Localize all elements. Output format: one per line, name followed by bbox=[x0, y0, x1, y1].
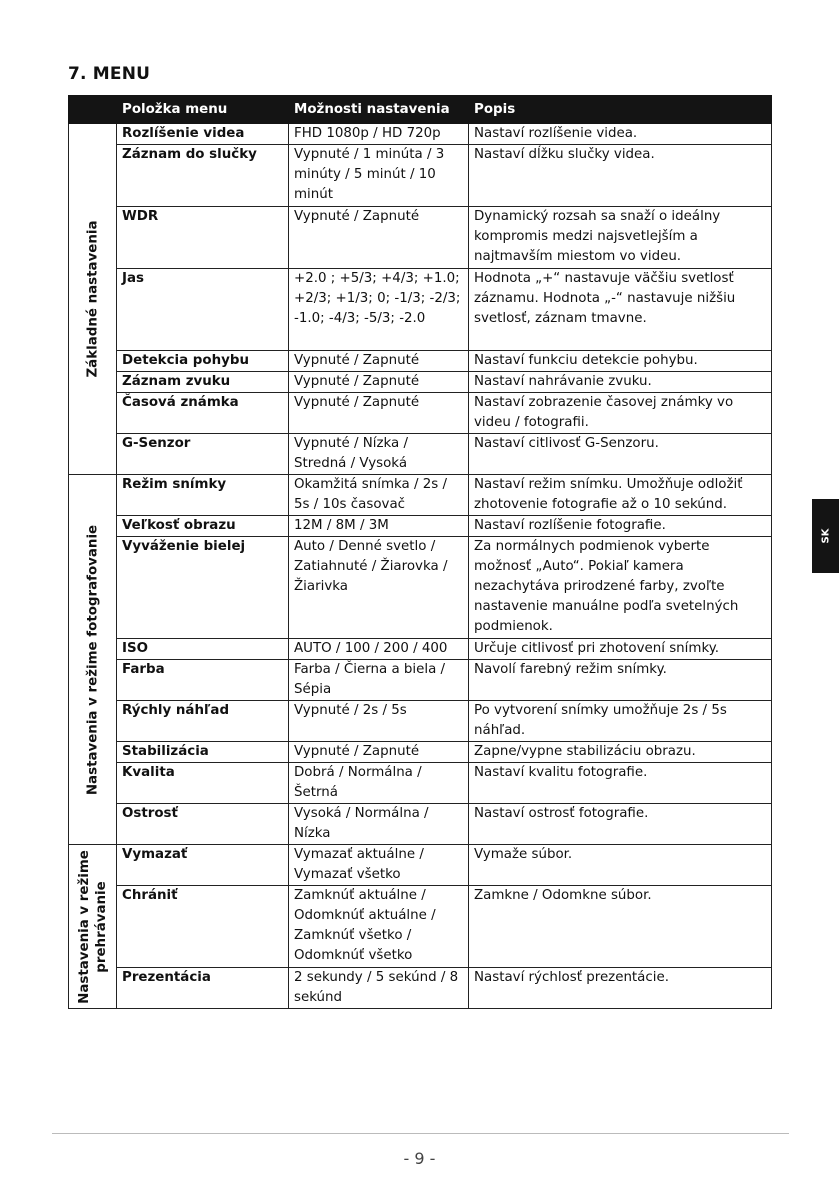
menu-options: Auto / Denné svetlo / Zatiahnuté / Žiarovka / Žiarivka bbox=[289, 537, 469, 639]
menu-options: AUTO / 100 / 200 / 400 bbox=[289, 639, 469, 660]
menu-table bbox=[68, 95, 772, 1009]
menu-options: Vypnuté / Nízka / Stredná / Vysoká bbox=[289, 434, 469, 475]
header-description: Popis bbox=[469, 96, 772, 124]
menu-item: Jas bbox=[117, 269, 289, 351]
menu-item: Prezentácia bbox=[117, 968, 289, 1009]
menu-item: Režim snímky bbox=[117, 475, 289, 516]
table-row bbox=[69, 763, 772, 804]
table-row bbox=[69, 269, 772, 351]
menu-description: Hodnota „+“ nastavuje väčšiu svetlosť záznamu. Hodnota „-“ nastavuje nižšiu svetlosť, záznam tmavne. bbox=[469, 269, 772, 351]
menu-options: Vypnuté / Zapnuté bbox=[289, 372, 469, 393]
language-tab-label: SK bbox=[820, 528, 831, 544]
header-item: Položka menu bbox=[117, 96, 289, 124]
menu-description: Dynamický rozsah sa snaží o ideálny kompromis medzi najsvetlejším a najtmavším miestom vo videu. bbox=[469, 207, 772, 269]
section-label-basic: Základné nastavenia bbox=[69, 124, 117, 475]
menu-item: Detekcia pohybu bbox=[117, 351, 289, 372]
menu-description: Zapne/vypne stabilizáciu obrazu. bbox=[469, 742, 772, 763]
menu-options: 2 sekundy / 5 sekúnd / 8 sekúnd bbox=[289, 968, 469, 1009]
menu-description: Nastaví dĺžku slučky videa. bbox=[469, 145, 772, 207]
header-options: Možnosti nastavenia bbox=[289, 96, 469, 124]
menu-description: Nastaví rozlíšenie videa. bbox=[469, 124, 772, 145]
menu-item: Vymazať bbox=[117, 845, 289, 886]
table-row bbox=[69, 701, 772, 742]
menu-item: Ostrosť bbox=[117, 804, 289, 845]
table-row bbox=[69, 372, 772, 393]
table-row bbox=[69, 351, 772, 372]
menu-description: Po vytvorení snímky umožňuje 2s / 5s náhľad. bbox=[469, 701, 772, 742]
menu-item: Veľkosť obrazu bbox=[117, 516, 289, 537]
menu-item: Záznam do slučky bbox=[117, 145, 289, 207]
table-row bbox=[69, 742, 772, 763]
menu-options: Vypnuté / Zapnuté bbox=[289, 351, 469, 372]
table-row bbox=[69, 968, 772, 1009]
table-header-row bbox=[69, 96, 772, 124]
table-row bbox=[69, 660, 772, 701]
menu-item: Stabilizácia bbox=[117, 742, 289, 763]
menu-description: Zamkne / Odomkne súbor. bbox=[469, 886, 772, 968]
menu-description: Navolí farebný režim snímky. bbox=[469, 660, 772, 701]
menu-description: Nastaví funkciu detekcie pohybu. bbox=[469, 351, 772, 372]
menu-options: +2.0 ; +5/3; +4/3; +1.0; +2/3; +1/3; 0; -1/3; -2/3; -1.0; -4/3; -5/3; -2.0 bbox=[289, 269, 469, 351]
footer-divider bbox=[52, 1133, 789, 1134]
menu-description: Nastaví nahrávanie zvuku. bbox=[469, 372, 772, 393]
menu-description: Nastaví rýchlosť prezentácie. bbox=[469, 968, 772, 1009]
menu-description: Nastaví rozlíšenie fotografie. bbox=[469, 516, 772, 537]
table-row bbox=[69, 886, 772, 968]
menu-item: WDR bbox=[117, 207, 289, 269]
menu-options: Farba / Čierna a biela / Sépia bbox=[289, 660, 469, 701]
table-row bbox=[69, 393, 772, 434]
menu-item: ISO bbox=[117, 639, 289, 660]
header-blank bbox=[69, 96, 117, 124]
page-number: - 9 - bbox=[403, 1149, 436, 1168]
section-label-playback: Nastavenia v režime prehrávanie bbox=[69, 845, 117, 1009]
table-row bbox=[69, 124, 772, 145]
menu-description: Určuje citlivosť pri zhotovení snímky. bbox=[469, 639, 772, 660]
table-row bbox=[69, 475, 772, 516]
menu-options: Vypnuté / 2s / 5s bbox=[289, 701, 469, 742]
menu-item: Vyváženie bielej bbox=[117, 537, 289, 639]
menu-description: Nastaví kvalitu fotografie. bbox=[469, 763, 772, 804]
menu-item: Časová známka bbox=[117, 393, 289, 434]
table-row bbox=[69, 434, 772, 475]
language-tab bbox=[812, 499, 839, 573]
section-label-photo: Nastavenia v režime fotografovanie bbox=[69, 475, 117, 845]
page-title: 7. MENU bbox=[68, 64, 151, 84]
menu-description: Nastaví ostrosť fotografie. bbox=[469, 804, 772, 845]
menu-options: Zamknúť aktuálne / Odomknúť aktuálne / Zamknúť všetko / Odomknúť všetko bbox=[289, 886, 469, 968]
menu-item: G-Senzor bbox=[117, 434, 289, 475]
menu-options: Vymazať aktuálne / Vymazať všetko bbox=[289, 845, 469, 886]
menu-item: Chrániť bbox=[117, 886, 289, 968]
menu-description: Za normálnych podmienok vyberte možnosť „Auto“. Pokiaľ kamera nezachytáva prirodzené farby, zvoľte nastavenie manuálne podľa svetelných podmienok. bbox=[469, 537, 772, 639]
table-row bbox=[69, 207, 772, 269]
menu-options: Vypnuté / 1 minúta / 3 minúty / 5 minút / 10 minút bbox=[289, 145, 469, 207]
menu-description: Nastaví zobrazenie časovej známky vo videu / fotografii. bbox=[469, 393, 772, 434]
menu-item: Záznam zvuku bbox=[117, 372, 289, 393]
menu-options: Vypnuté / Zapnuté bbox=[289, 742, 469, 763]
table-row bbox=[69, 537, 772, 639]
menu-options: Vypnuté / Zapnuté bbox=[289, 207, 469, 269]
menu-item: Rozlíšenie videa bbox=[117, 124, 289, 145]
menu-description: Vymaže súbor. bbox=[469, 845, 772, 886]
menu-item: Rýchly náhľad bbox=[117, 701, 289, 742]
menu-item: Farba bbox=[117, 660, 289, 701]
menu-item: Kvalita bbox=[117, 763, 289, 804]
menu-description: Nastaví citlivosť G-Senzoru. bbox=[469, 434, 772, 475]
menu-options: 12M / 8M / 3M bbox=[289, 516, 469, 537]
menu-options: Vypnuté / Zapnuté bbox=[289, 393, 469, 434]
menu-description: Nastaví režim snímku. Umožňuje odložiť zhotovenie fotografie až o 10 sekúnd. bbox=[469, 475, 772, 516]
menu-options: Dobrá / Normálna / Šetrná bbox=[289, 763, 469, 804]
menu-options: Vysoká / Normálna / Nízka bbox=[289, 804, 469, 845]
table-row bbox=[69, 639, 772, 660]
table-row bbox=[69, 804, 772, 845]
table-row bbox=[69, 516, 772, 537]
table-row bbox=[69, 145, 772, 207]
menu-options: Okamžitá snímka / 2s / 5s / 10s časovač bbox=[289, 475, 469, 516]
menu-options: FHD 1080p / HD 720p bbox=[289, 124, 469, 145]
table-row bbox=[69, 845, 772, 886]
